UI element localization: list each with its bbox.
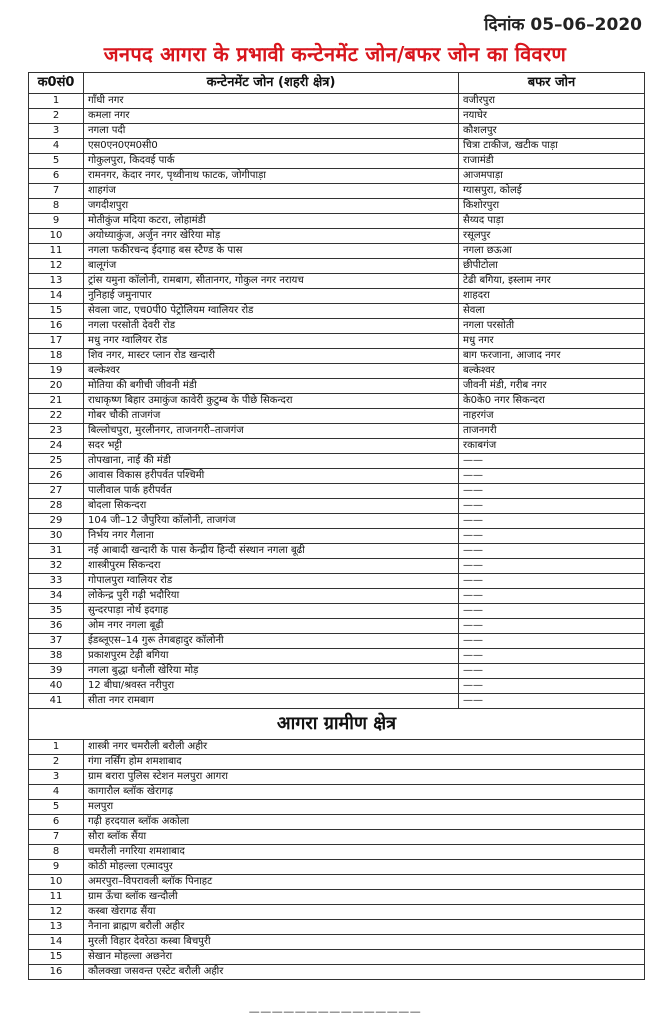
buffer-zone-cell: —— [459,469,645,484]
table-row [29,845,645,860]
table-row [29,890,645,905]
table-row [29,860,645,875]
serial-cell: 10 [29,875,84,890]
table-row [29,950,645,965]
buffer-zone-cell: चित्रा टाकीज, खटीक पाड़ा [459,139,645,154]
buffer-zone-cell: —— [459,649,645,664]
serial-cell: 7 [29,830,84,845]
rural-zone-cell: गंगा नर्सिंग होम शमशाबाद [84,755,645,770]
buffer-zone-cell: —— [459,574,645,589]
table-row [29,199,645,214]
table-row [29,139,645,154]
serial-cell: 35 [29,604,84,619]
serial-cell: 17 [29,334,84,349]
buffer-zone-cell: —— [459,514,645,529]
serial-cell: 2 [29,109,84,124]
serial-cell: 25 [29,454,84,469]
containment-zone-cell: शाहगंज [84,184,459,199]
column-header-buffer-zone: बफर जोन [459,73,645,94]
table-row [29,664,645,679]
serial-cell: 1 [29,740,84,755]
serial-cell: 29 [29,514,84,529]
table-row [29,469,645,484]
containment-zone-cell: मोतिया की बगीची जीवनी मंडी [84,379,459,394]
table-row [29,905,645,920]
serial-cell: 6 [29,815,84,830]
table-row [29,334,645,349]
rural-zone-cell: सौरा ब्लॉक सैंया [84,830,645,845]
buffer-zone-cell: —— [459,544,645,559]
containment-zone-cell: नगला बुद्धा धनौली खेरिया मोड़ [84,664,459,679]
serial-cell: 8 [29,845,84,860]
table-row [29,935,645,950]
table-row [29,679,645,694]
containment-zone-cell: नई आबादी खन्दारी के पास केन्द्रीय हिन्दी संस्थान नगला बूढी [84,544,459,559]
buffer-zone-cell: वजीरपुरा [459,94,645,109]
table-row [29,499,645,514]
buffer-zone-cell: —— [459,589,645,604]
rural-zone-cell: ग्राम ऊँचा ब्लॉक खन्दौली [84,890,645,905]
rural-zone-cell: कोठी मोहल्ला एत्मादपुर [84,860,645,875]
serial-cell: 14 [29,289,84,304]
table-row [29,304,645,319]
containment-zone-cell: ट्रांस यमुना कॉलोनी, रामबाग, सीतानगर, गोकुल नगर नरायच [84,274,459,289]
table-row [29,214,645,229]
table-row [29,289,645,304]
buffer-zone-cell: छीपीटोला [459,259,645,274]
serial-cell: 10 [29,229,84,244]
buffer-zone-cell: नयाघेर [459,109,645,124]
buffer-zone-cell: किशोरपुरा [459,199,645,214]
table-row [29,755,645,770]
table-row [29,965,645,980]
buffer-zone-cell: सैय्यद पाड़ा [459,214,645,229]
serial-cell: 34 [29,589,84,604]
buffer-zone-cell: जीवनी मंडी, गरीब नगर [459,379,645,394]
serial-cell: 9 [29,860,84,875]
rural-section-heading: आगरा ग्रामीण क्षेत्र [29,709,645,740]
table-row [29,800,645,815]
containment-zone-cell: गोपालपुरा ग्वालियर रोड [84,574,459,589]
buffer-zone-cell: आजमपाड़ा [459,169,645,184]
buffer-zone-cell: सेवला [459,304,645,319]
table-row [29,319,645,334]
table-row [29,259,645,274]
containment-zone-cell: नगला पदी [84,124,459,139]
containment-zone-cell: जगदीशपुरा [84,199,459,214]
serial-cell: 11 [29,890,84,905]
table-row [29,154,645,169]
serial-cell: 8 [29,199,84,214]
urban-rows [29,94,645,709]
serial-cell: 11 [29,244,84,259]
table-header-row [29,73,645,94]
table-row [29,559,645,574]
serial-cell: 5 [29,154,84,169]
serial-cell: 16 [29,319,84,334]
buffer-zone-cell: कौशलपुर [459,124,645,139]
buffer-zone-cell: नगला परसोती [459,319,645,334]
table-row [29,229,645,244]
buffer-zone-cell: टेढी बगिया, इस्लाम नगर [459,274,645,289]
containment-zone-cell: शास्त्रीपुरम सिकन्दरा [84,559,459,574]
table-row [29,920,645,935]
containment-zone-cell: तोपखाना, नाई की मंडी [84,454,459,469]
table-row [29,484,645,499]
table-row [29,589,645,604]
serial-cell: 38 [29,649,84,664]
serial-cell: 7 [29,184,84,199]
table-row [29,364,645,379]
table-row [29,830,645,845]
table-row [29,169,645,184]
containment-zone-cell: एस0एन0एम0सी0 [84,139,459,154]
serial-cell: 19 [29,364,84,379]
containment-zone-cell: सीता नगर रामबाग [84,694,459,709]
rural-zone-cell: नैनाना ब्राह्मण बरौली अहीर [84,920,645,935]
table-row [29,514,645,529]
serial-cell: 41 [29,694,84,709]
serial-cell: 18 [29,349,84,364]
serial-cell: 36 [29,619,84,634]
document-title: जनपद आगरा के प्रभावी कन्टेनमेंट जोन/बफर जोन का विवरण [103,42,567,66]
table-row [29,409,645,424]
serial-cell: 5 [29,800,84,815]
buffer-zone-cell: मधु नगर [459,334,645,349]
serial-cell: 4 [29,139,84,154]
buffer-zone-cell: नाहरगंज [459,409,645,424]
rural-zone-cell: कागारौल ब्लॉक खेरागढ़ [84,785,645,800]
serial-cell: 3 [29,770,84,785]
table-row [29,184,645,199]
rural-zone-cell: कस्बा खेरागढ सैंया [84,905,645,920]
serial-cell: 27 [29,484,84,499]
containment-zone-cell: गोबर चौकी ताजगंज [84,409,459,424]
serial-cell: 40 [29,679,84,694]
table-row [29,604,645,619]
serial-cell: 37 [29,634,84,649]
containment-zone-cell: बिल्लोचपुरा, मुरलीनगर, ताजनगरी–ताजगंज [84,424,459,439]
containment-zone-cell: नगला फकीरचन्द ईदगाह बस स्टैण्ड के पास [84,244,459,259]
rural-zone-cell: ग्राम बरारा पुलिस स्टेशन मलपुरा आगरा [84,770,645,785]
buffer-zone-cell: —— [459,484,645,499]
rural-zone-cell: गढ़ी हरदयाल ब्लॉक अकोला [84,815,645,830]
serial-cell: 12 [29,905,84,920]
serial-cell: 30 [29,529,84,544]
table-row [29,349,645,364]
table-row [29,454,645,469]
table-row [29,379,645,394]
buffer-zone-cell: —— [459,664,645,679]
table-row [29,770,645,785]
serial-cell: 3 [29,124,84,139]
serial-cell: 23 [29,424,84,439]
buffer-zone-cell: —— [459,454,645,469]
serial-cell: 28 [29,499,84,514]
containment-zone-cell: प्रकाशपुरम टेढ़ी बगिया [84,649,459,664]
zone-table [28,72,645,980]
rural-zone-cell: मुरली विहार देवरेठा कस्बा बिचपुरी [84,935,645,950]
serial-cell: 22 [29,409,84,424]
containment-zone-cell: बोदला सिकन्दरा [84,499,459,514]
rural-zone-cell: शास्त्री नगर चमरौली बरौली अहीर [84,740,645,755]
table-row [29,529,645,544]
buffer-zone-cell: के0के0 नगर सिकन्दरा [459,394,645,409]
buffer-zone-cell: शाहदरा [459,289,645,304]
serial-cell: 21 [29,394,84,409]
containment-zone-cell: सुन्दरपाड़ा नोर्थ इदगाह [84,604,459,619]
buffer-zone-cell: —— [459,559,645,574]
containment-zone-cell: 12 बीघा/श्रवस्त नरीपुरा [84,679,459,694]
table-row [29,694,645,709]
containment-zone-cell: नगला परसोती देवरी रोड [84,319,459,334]
serial-cell: 15 [29,304,84,319]
buffer-zone-cell: नगला छऊआ [459,244,645,259]
table-row [29,244,645,259]
buffer-zone-cell: —— [459,604,645,619]
buffer-zone-cell: रसूलपुर [459,229,645,244]
rural-zone-cell: कौलक्खा जसवन्त एस्टेट बरौली अहीर [84,965,645,980]
containment-zone-cell: निर्भय नगर गैलाना [84,529,459,544]
buffer-zone-cell: रकाबगंज [459,439,645,454]
serial-cell: 16 [29,965,84,980]
table-row [29,394,645,409]
containment-zone-cell: रामनगर, केदार नगर, पृथ्वीनाथ फाटक, जोगीपाड़ा [84,169,459,184]
serial-cell: 13 [29,274,84,289]
containment-zone-cell: पालीवाल पार्क हरीपर्वत [84,484,459,499]
serial-cell: 26 [29,469,84,484]
serial-cell: 24 [29,439,84,454]
document-date: दिनांक 05–06–2020 [484,15,642,35]
containment-zone-cell: गोकुलपुरा, किदवई पार्क [84,154,459,169]
containment-zone-cell: राधाकृष्ण बिहार उमाकुंज कावेरी कुटुम्ब के पीछे सिकन्दरा [84,394,459,409]
table-row [29,424,645,439]
containment-zone-cell: सदर भट्टी [84,439,459,454]
containment-zone-cell: ओम नगर नगला बूढ़ी [84,619,459,634]
table-row [29,439,645,454]
column-header-containment-zone: कन्टेनमेंट जोन (शहरी क्षेत्र) [84,73,459,94]
buffer-zone-cell: —— [459,619,645,634]
containment-zone-cell: कमला नगर [84,109,459,124]
buffer-zone-cell: —— [459,634,645,649]
table-row [29,574,645,589]
containment-zone-cell: गाँधी नगर [84,94,459,109]
buffer-zone-cell: बल्केश्वर [459,364,645,379]
rural-zone-cell: चमरौली नगरिया शमशाबाद [84,845,645,860]
table-row [29,544,645,559]
zone-table-container [28,72,644,980]
serial-cell: 13 [29,920,84,935]
table-row [29,875,645,890]
containment-zone-cell: 104 जी–12 जैपुरिया कॉलोनी, ताजगंज [84,514,459,529]
containment-zone-cell: मोतीकुंज मदिया कटरा, लोहामंडी [84,214,459,229]
containment-zone-cell: मधु नगर ग्वालियर रोड [84,334,459,349]
serial-cell: 14 [29,935,84,950]
serial-cell: 32 [29,559,84,574]
table-row [29,649,645,664]
table-row [29,815,645,830]
serial-cell: 1 [29,94,84,109]
serial-cell: 33 [29,574,84,589]
containment-zone-cell: अयोध्याकुंज, अर्जुन नगर खेरिया मोड़ [84,229,459,244]
column-header-serial: क0सं0 [29,73,84,94]
serial-cell: 31 [29,544,84,559]
serial-cell: 4 [29,785,84,800]
serial-cell: 12 [29,259,84,274]
serial-cell: 20 [29,379,84,394]
serial-cell: 2 [29,755,84,770]
serial-cell: 15 [29,950,84,965]
table-row [29,124,645,139]
buffer-zone-cell: —— [459,694,645,709]
table-row [29,274,645,289]
buffer-zone-cell: राजामंडी [459,154,645,169]
serial-cell: 9 [29,214,84,229]
rural-section-row [29,709,645,740]
buffer-zone-cell: —— [459,529,645,544]
buffer-zone-cell: ताजनगरी [459,424,645,439]
table-row [29,785,645,800]
serial-cell: 6 [29,169,84,184]
containment-zone-cell: बालूगंज [84,259,459,274]
buffer-zone-cell: —— [459,679,645,694]
table-row [29,740,645,755]
serial-cell: 39 [29,664,84,679]
containment-zone-cell: सेवला जाट, एच0पी0 पेट्रोलियम ग्वालियर रोड [84,304,459,319]
table-row [29,619,645,634]
containment-zone-cell: लोकेन्द्र पुरी गढ़ी भदौरिया [84,589,459,604]
buffer-zone-cell: ग्यासपुरा, कोलई [459,184,645,199]
containment-zone-cell: ईडब्लूएस–14 गुरू तेगबहादुर कॉलोनी [84,634,459,649]
footer-rule: ——————————————— [248,1005,422,1018]
containment-zone-cell: नुनिहाई जमुनापार [84,289,459,304]
rural-zone-cell: मलपुरा [84,800,645,815]
containment-zone-cell: आवास विकास हरीपर्वत पश्चिमी [84,469,459,484]
table-row [29,634,645,649]
containment-zone-cell: शिव नगर, मास्टर प्लान रोड खन्दारी [84,349,459,364]
buffer-zone-cell: बाग फरजाना, आजाद नगर [459,349,645,364]
containment-zone-cell: बल्केश्वर [84,364,459,379]
table-row [29,94,645,109]
buffer-zone-cell: —— [459,499,645,514]
rural-zone-cell: अमरपुरा–विपरावली ब्लॉक पिनाहट [84,875,645,890]
rural-zone-cell: सेखान मोहल्ला अछनेरा [84,950,645,965]
table-row [29,109,645,124]
rural-rows [29,740,645,980]
